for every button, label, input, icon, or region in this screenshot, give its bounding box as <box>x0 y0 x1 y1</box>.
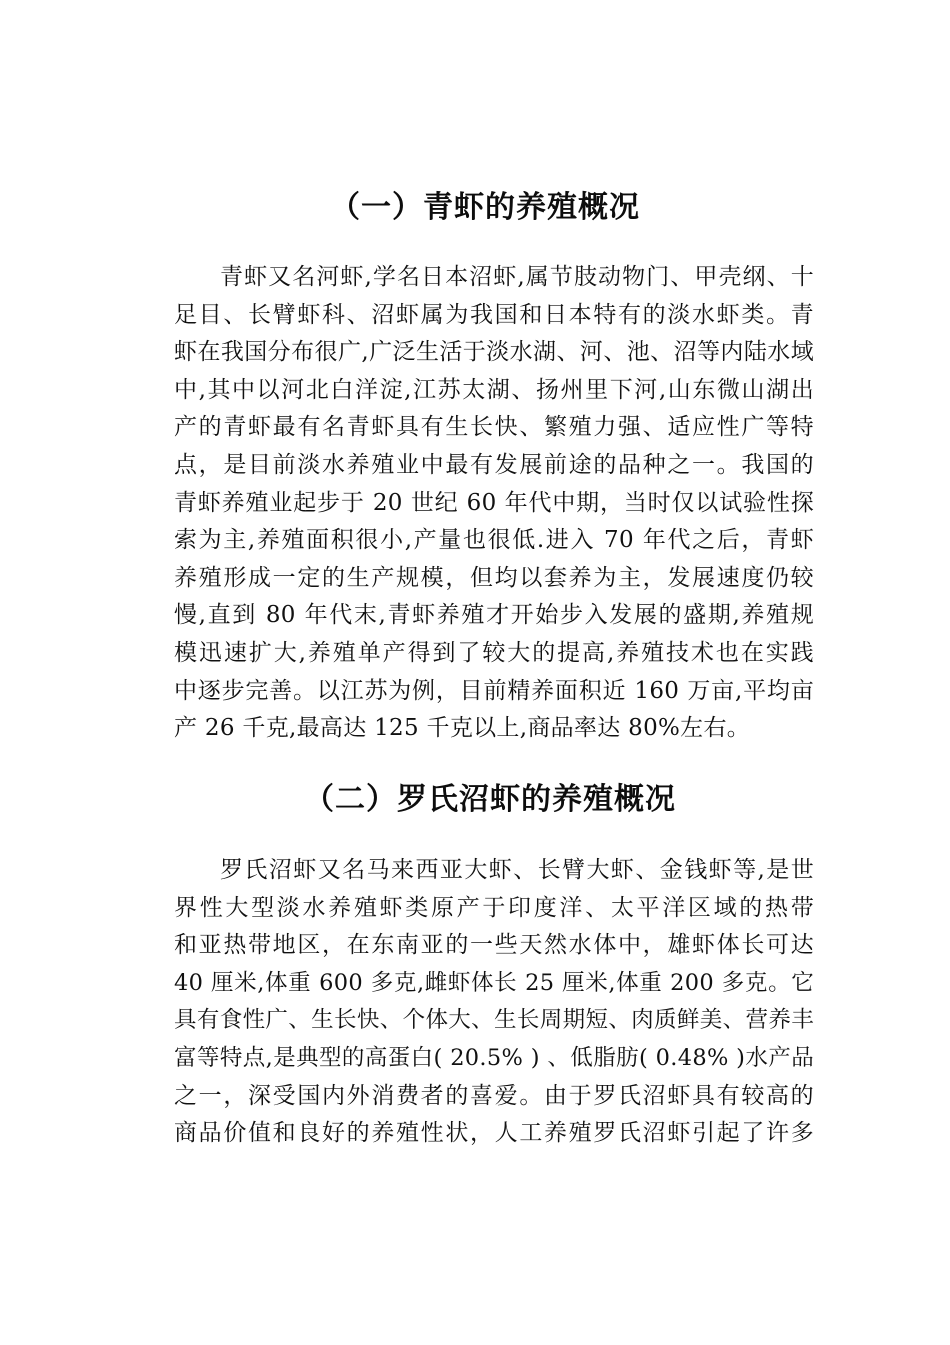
text-line: 足目、长臂虾科、沼虾属为我国和日本特有的淡水虾类。青 <box>174 301 814 328</box>
text-line: 富等特点,是典型的高蛋白( 20.5% ) 、低脂肪( 0.48% )水产品 <box>174 1044 814 1071</box>
section-heading-qingxia: （一）青虾的养殖概况 <box>330 190 640 225</box>
section-heading-luoshi: （二）罗氏沼虾的养殖概况 <box>304 782 676 817</box>
text-line: 慢,直到 80 年代末,青虾养殖才开始步入发展的盛期,养殖规 <box>174 602 814 629</box>
text-line: 罗氏沼虾又名马来西亚大虾、长臂大虾、金钱虾等,是世 <box>220 857 814 883</box>
text-line: 界性大型淡水养殖虾类原产于印度洋、太平洋区域的热带 <box>174 894 814 921</box>
text-line: 青虾养殖业起步于 20 世纪 60 年代中期，当时仅以试验性探 <box>174 489 814 516</box>
text-line: 点，是目前淡水养殖业中最有发展前途的品种之一。我国的 <box>174 451 814 478</box>
text-line: 产 26 千克,最高达 125 千克以上,商品率达 80%左右。 <box>174 715 751 742</box>
text-line: 模迅速扩大,养殖单产得到了较大的提高,养殖技术也在实践 <box>174 639 814 666</box>
text-line: 之一，深受国内外消费者的喜爱。由于罗氏沼虾具有较高的 <box>174 1082 814 1109</box>
text-line: 商品价值和良好的养殖性状，人工养殖罗氏沼虾引起了许多 <box>174 1120 814 1147</box>
text-line: 中,其中以河北白洋淀,江苏太湖、扬州里下河,山东微山湖出 <box>174 376 814 403</box>
paragraph-qingxia <box>174 259 814 748</box>
paragraph-luoshi <box>174 852 814 1153</box>
text-line: 具有食性广、生长快、个体大、生长周期短、肉质鲜美、营养丰 <box>174 1007 814 1034</box>
text-line: 虾在我国分布很广,广泛生活于淡水湖、河、池、沼等内陆水域 <box>174 339 814 366</box>
text-line: 40 厘米,体重 600 多克,雌虾体长 25 厘米,体重 200 多克。它 <box>174 969 814 996</box>
text-line: 养殖形成一定的生产规模，但均以套养为主，发展速度仍较 <box>174 564 814 591</box>
text-line: 产的青虾最有名青虾具有生长快、繁殖力强、适应性广等特 <box>174 414 814 441</box>
text-line: 和亚热带地区，在东南亚的一些天然水体中，雄虾体长可达 <box>174 932 814 959</box>
text-line: 索为主,养殖面积很小,产量也很低.进入 70 年代之后，青虾 <box>174 527 814 554</box>
text-line: 青虾又名河虾,学名日本沼虾,属节肢动物门、甲壳纲、十 <box>220 264 814 290</box>
text-line: 中逐步完善。以江苏为例，目前精养面积近 160 万亩,平均亩 <box>174 677 814 704</box>
